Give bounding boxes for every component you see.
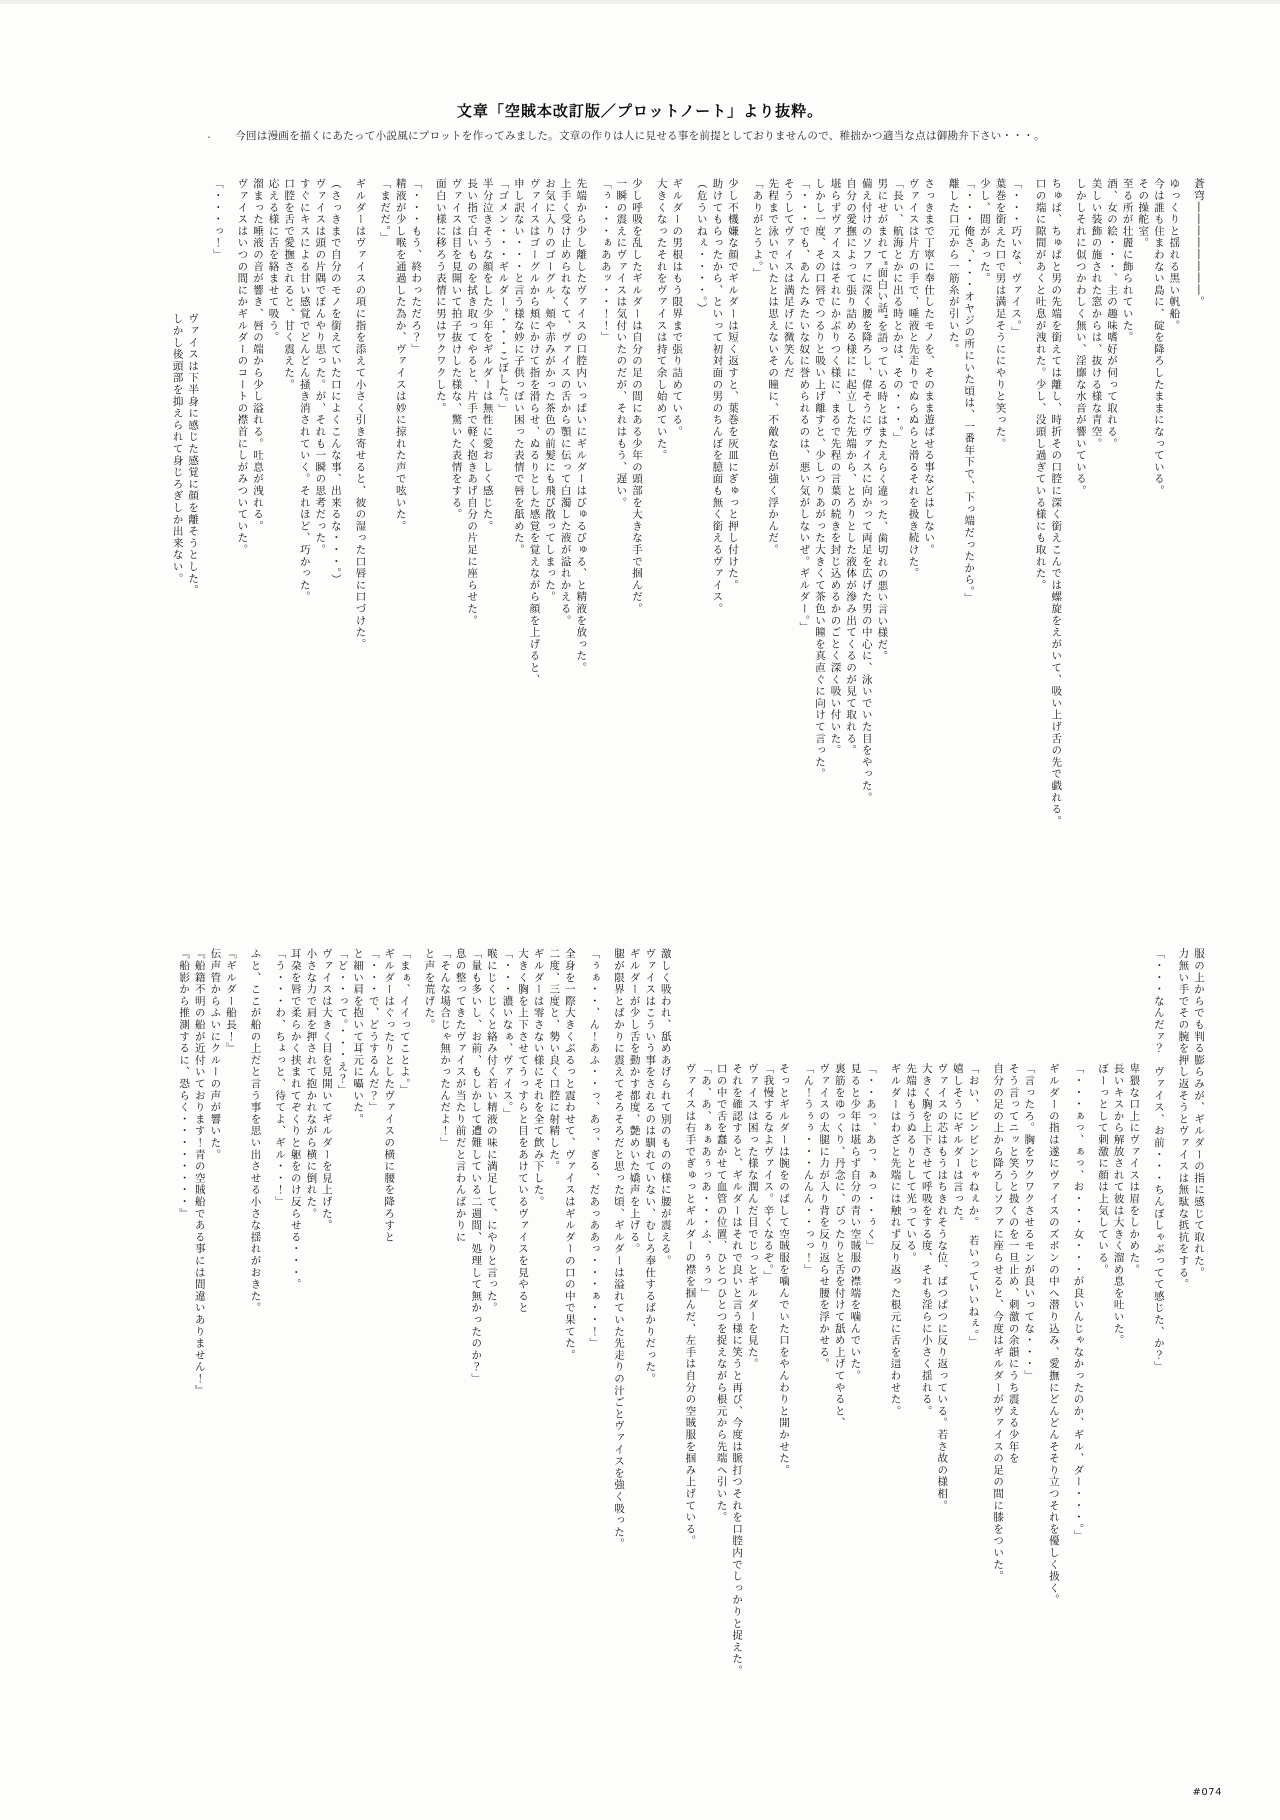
text-column: ヴァイスはこういう事をされるのは馴れていない、むしろ奉仕するばかりだった。 [644,948,657,1385]
text-column: 「・・・ぁっ、ぁっ、お・・・女・・・が良いんじゃなかったのか、ギル、ダー・・・。」 [1072,1063,1085,1542]
text-column: 大きく胸を上下させて呼吸をする度、それも淫らに小さく揺れる。 [920,1063,933,1417]
text-column: それを確認すると、ギルダーはそれで良いと言う様に笑うと再び、今度は脈打つそれを口腔内でしっかりと捉えた。 [731,1063,744,1677]
text-column: 「おい、ビンビンじゃねぇか。 若いっていいねぇ。」 [967,1063,980,1348]
text-column: お気に入りのゴーグル、頬や赤みがかった茶色の前髪にも飛び散ってしまった。 [544,178,557,603]
text-column: 「あ、あ、ぁぁあぅっあ・・・ふ、ぅぅっ」 [699,1063,712,1299]
text-column: 自分の足の上から降ろしソファに座らせると、今度はギルダーがヴァイスの足の間に膝をついた。 [992,1063,1005,1583]
text-column: 小さな力で肩を押されて抱かれながら横に倒れた。 [305,948,318,1220]
column-gap [263,948,272,1683]
text-column: 「・・・なんだァ？ ヴァイス、お前・・・ちんぼしゃぶってて感じた、か？」 [1152,948,1165,1373]
text-column: 伝声管からふいにクルーの声が響いた。 [209,948,222,1161]
text-column: 自分の愛撫によって張り詰める様にに起立した先端から、とろりとした液体が滲み出てくるのが見て取れる。 [845,178,858,757]
text-column: 大きく胸を上下させてうっすらと目をあけているヴァイスを見やると [517,948,530,1314]
text-column: その操舵室。 [1137,178,1150,249]
text-column: 「う・・・わ、ちょっと、待てよ、ギル・・！」 [274,948,287,1208]
text-column: 「言ったろ。胸をワクワクさせるモンが良いってな・・・」 [1023,1063,1036,1382]
text-column: 葉巻を銜えた口で男は満足そうににやりと笑った。 [994,178,1007,450]
column-gap [412,948,421,1683]
text-column: 見ると少年は堪らず自分の青い空賊服の襟端を噛んでいた。 [849,1063,862,1382]
text-column: しかし後頭部を抑えられて身じろぎしか出来ない。 [171,313,184,585]
text-column: 「・・・っ！」 [211,178,224,261]
text-column: 至る所が壮麗に飾られていた。 [1121,178,1134,344]
text-column: 今は誰も住まわない島に、碇を降ろしたままになっている。 [1152,178,1165,497]
column-gap [1085,948,1094,1683]
text-column: 半分泣きそうな顔をした少年をギルダーは無性に愛おしく感じた。 [481,178,494,532]
text-column: 息の整ってきたヴァイスが当たり前だと言わんばかりに [454,948,467,1243]
column-gap [577,948,586,1683]
column-gap [878,948,887,1683]
page-number: #074 [1192,1787,1222,1798]
text-column: 「まぁ、イイってことよ。」 [398,948,411,1097]
text-column: 「長い、航海とかに出る時とかは、その・・・。」 [891,178,904,445]
text-column: しかし一度、その口唇でつるりと吸い上げ離すと、少しつりあがった大きくて茶色い瞳を真直ぐに向けて言った。 [813,178,826,780]
column-gap [740,178,749,888]
text-column: ヴァイスは下半身に感じた感覚に顔を離そうとした。 [187,313,200,597]
story-text-block-bottom [71,948,1206,1683]
text-column: 口腔を舌で愛撫されると、甘く震えた。 [283,178,296,391]
text-column: ギルダーの男根はもう限界まで張り詰めている。 [671,178,684,438]
text-column: 溜まった唾液の音が響き、唇の端から少し溢れる。吐息が洩れる。 [251,178,264,532]
text-column: 「ぅ・・・ぁああッ・・！！」 [599,178,612,344]
text-column: 上手く受け止められなくて、ヴァイスの舌から顎に伝って白濁した液が溢れかえる。 [559,178,572,627]
text-column: そう言ってニッと笑うと扱くのを一旦止め、刺激の余韻にうち震える少年を [1007,1063,1020,1465]
column-gap [1061,948,1070,1683]
text-column: 二度、三度と、勢い良く口腔に射精した。 [548,948,561,1173]
text-column: 「・・・で、どうするんだ？」 [367,948,380,1114]
text-column: 精液が少し喉を通過した為か、ヴァイスは妙に掠れた声で呟いた。 [394,178,407,532]
text-column: 大きくなったそれをヴァイスは持て余し始めていた。 [655,178,668,462]
text-column: ヴァイスはいつの間にかギルダーのコートの襟首にしがみついていた。 [236,178,249,556]
column-gap [980,948,989,1683]
text-column: 堪らずヴァイスはそれにかぶりつく様に、まるで先程の言葉の続きを封じ込めるかのごとく深く吸い付いた。 [829,178,842,757]
text-column: 長い指で白いものを拭き取ってやると、片手で軽く抱きあげ自分の片足に座らせた。 [466,178,479,627]
text-column: 助けてもらったから、といって初対面の男のちんぼを臆面も無く銜えるヴァイス。 [711,178,724,615]
story-text-block-top [71,178,1206,888]
text-column: 腿が限界とばかりに震えてそろそろだと思った頃、ギルダーは溢れていた先走りの汁ごとヴァイスを強く吸った。 [613,948,625,1550]
text-column: さっきまで丁寧に奉仕したモノを、そのまま遊ばせる事などはしない。 [923,178,936,556]
text-column: 備え付けのソファに深く腰を降ろし、偉そうにヴァイスに向かって両足を広げた男の中心に、泳いでいた目をやった。 [860,178,873,804]
column-gap [1141,948,1150,1683]
text-column: ギルダーはヴァイスの項に指を添えて小さく引き寄せると、彼の湿った口唇に口づけた。 [354,178,367,650]
text-column: 離した口元から一筋糸が引いた。 [947,178,960,355]
column-gap [238,948,247,1683]
text-column: 長いキスから解放されて彼は大きく溜め息を吐いた。 [1112,1063,1125,1347]
text-column: 「・・・でも、あんたみたいな奴に誉められるのは、悪い気がしないぜ。ギルダー。」 [798,178,811,633]
text-column: 服の上からでも判る膨らみが、ギルダーの指に感じて取れた。 [1193,948,1205,1279]
text-column: ヴァイスは頭の片隅でぼんやり思った。が、それも一瞬の思考だった。 [314,178,327,556]
text-column: 卑猥な口上にヴァイスは眉をしかめた。 [1128,1063,1141,1276]
text-column: と声を荒げた。 [423,948,436,1031]
text-column: 申し訳ない・・・と言う様な妙に子供っぽい困った表情で唇を舐めた。 [512,178,525,556]
column-gap [1181,178,1190,888]
text-column: 先程まで泳いでいたとは思えないその瞳に、不敵な色が強く浮かんだ。 [767,178,780,556]
text-column: （さっきまで自分のモノを銜えていた口によくこんな事、出来るな・・・。） [329,178,342,586]
text-column: ギルダーは零さない様にそれを全て飲み下した。 [532,948,545,1208]
text-column: 「まだだ。」 [379,178,392,244]
text-column: ヴァイスは目を見開いて拍子抜けした様な、驚いた表情をする。 [450,178,463,521]
text-column: そうしてヴァイスは満足げに微笑んだ [782,178,795,379]
text-column: （危ういねぇ・・・・。） [695,178,708,315]
text-column: ギルダーはぐったりとしたヴァイスの横に腰を降ろすと [383,948,396,1243]
page-title: 文章「空賊本改訂版／プロットノート」より抜粋。 [456,102,824,120]
text-column: 蒼穹――――――――。 [1193,178,1205,308]
column-gap [1023,178,1032,888]
text-column: ゆっくりと揺れる黒い帆船。 [1168,178,1181,332]
text-column: ヴァイスはゴーグルから頬にかけて指を滑らせ、ぬるりとした感覚を覚えながら顔を上げると、 [528,178,541,686]
column-gap [1063,178,1072,888]
column-gap [936,178,945,888]
text-column: しかしそれに似つかわしく無い、淫靡な水音が響いている。 [1074,178,1087,497]
text-column: ギルダーが少し舌を動かす都度、艶めいた嬌声を上げる。 [628,948,641,1255]
text-column: 少し、間があった。 [978,178,991,285]
text-column: 美しい装飾の施された窓からは、抜ける様な青空。 [1090,178,1103,450]
text-column: ギルダーの指は遂にヴァイスのズボンの中へ潜り込み、愛撫にどんどんそそり立つそれを優しく扱く。 [1047,1063,1060,1606]
column-gap [673,948,682,1683]
text-column: ヴァイスは片方の手で、唾液と先走りでぬらぬらと滑るそれを扱き続けた。 [907,178,920,580]
text-column: 「・・・もう、終わっただろ？」 [410,178,423,355]
text-column: 先端はもうぬるりとして光っている。 [905,1063,918,1264]
text-column: 応える様に舌を絡ませて吸う。 [267,178,280,344]
column-gap [588,178,597,888]
text-column: 『船影から推測するに、恐らく・・・・・・・・』 [178,948,191,1220]
text-column: 「・・あっ、あっ、ぁっ・・ぅく」 [864,1063,877,1252]
column-gap [225,178,234,888]
text-column: と細い肩を抱いて耳元に囁いた。 [352,948,365,1125]
column-gap [368,178,377,888]
text-column: 「ど・・って。・・・え？」 [336,948,349,1097]
text-column: 男にせがまれて"面白い話"を語っている時とはまたえらく違った、歯切れの悪い言い様だ。 [876,178,889,663]
column-gap [423,178,432,888]
text-column: すぐにキスによる甘い感覚でどんどん掻き消されていく。それほど、巧かった。 [298,178,311,603]
text-column: 「ぅぁ・・、ん！あふ・・っ、あっ、ぎる、だあっああっ・・・ぁ・・！」 [588,948,601,1350]
text-column: 力無い手でその腕を押し返そうとヴァイスは無駄な抵抗をする。 [1177,948,1190,1291]
text-column: 「・・・巧いな、ヴァイス。」 [1010,178,1023,338]
column-gap [200,178,209,888]
column-gap [1166,948,1175,1683]
text-column: 「ゴメン・・・ギルダー。・・・こぼした。」 [497,178,510,416]
column-gap [343,178,352,888]
text-column: ヴァイスは大きく目を見開いてギルダーを見上げた。 [320,948,333,1232]
column-gap [601,948,610,1683]
text-column: 耳朶を唇で柔らかく挟まれてぞくりと躯をのけ反らせる・・・。 [289,948,302,1291]
text-column: ヴァイスの太腿に力が入り背を反り返らせ腰を浮かせる。 [818,1063,831,1370]
text-column: 『船籍不明の船が近付いております！青の空賊船である事には間違いありません！』 [193,948,206,1397]
text-column: ギルダーはわざと先端には触れず反り返った根元に舌を這わせた。 [889,1063,902,1417]
text-column: 口の端に隙間があくと吐息が洩れた。少し、没頭し過ぎている様にも取れた。 [1034,178,1047,591]
text-column: 酒、女の絵・・・、主の趣味嗜好が伺って取れる。 [1106,178,1119,450]
column-gap [1036,948,1045,1683]
scan-edge [0,0,1280,4]
text-column: そっとギルダーは腕をのばして空賊服を噛んでいた口をやんわりと開かせた。 [777,1063,790,1476]
text-column: 一瞬の震えにヴァイスは気付いたのだが、それはもう、遅い。 [615,178,628,509]
text-column: 少し呼吸を乱したギルダーは自分の足の間にある少年の頭部を大きな手で掴んだ。 [631,178,643,615]
text-column: ヴァイスは困った様な潤んだ目でじっとギルダーを見た。 [746,1063,759,1370]
column-gap [684,178,693,888]
text-column: 全身を一際大きくぶるっと震わせて、ヴァイスはギルダーの口の中で果てた。 [563,948,576,1361]
text-column: 少し不機嫌な顔でギルダーは短く返すと、葉巻を灰皿にぎゅっと押し付けた。 [726,178,739,591]
text-column: 「我慢するなよヴァイス。辛くなるぞ。」 [762,1063,775,1282]
text-column: 「そんな場合じゃ無かったんだよ！」 [439,948,452,1149]
text-column: ヴァイスは右手でぎゅっとギルダーの襟を掴んだ、左手は自分の空賊服を掴み上げている。 [684,1063,697,1547]
subtitle-bullet: ・ [205,133,213,142]
page-header [0,100,1280,143]
text-column: 先端から少し離したヴァイスの口腔内いっぱいにギルダーはびゅるびゅる、と精液を放った。 [575,178,588,674]
text-column: 「ん！うぅぅ・・・んんん・・っっ！」 [802,1063,815,1276]
text-column: 面白い様に移ろう表情に男はワクワクした。 [434,178,447,414]
text-column: 「ありがとうよ。」 [751,178,764,279]
text-column: 喉にじくじくと絡み付く若い精液の味に満足して、にやりと言った。 [485,948,498,1314]
text-column: 「量も多いし、お前、もしかして遭難している二週間、処理して無かったのか？」 [470,948,483,1385]
text-column: 嬉しそうにギルダーは言った。 [951,1063,964,1229]
column-gap [791,948,800,1683]
text-column: 「・・・濃いなぁ、ヴァイス。」 [501,948,514,1120]
page-subtitle: 今回は漫画を描くにあたって小説風にプロットを作ってみました。文章の作りは人に見せる事を前提としておりませんので、稚拙かつ適当な点は御勘弁下さい・・・。 [235,130,1045,142]
text-column: ぼーっとして刺激に顔は上気している。 [1097,1063,1110,1276]
text-column: 激しく吸われ、舐めあげられて別のものの様に腰が震える。 [659,948,672,1267]
text-column: ふと、ここが船の上だと言う事を思い出させる小さな揺れがおきた。 [249,948,262,1314]
text-column: 「・・・俺さ、・・・オヤジの所にいた頃は、一番年下で、下っ端だったから。」 [963,178,976,605]
column-gap [644,178,653,888]
text-column: 口の中で舌を蠢かせて血管の位置、ひとつひとつを捉えながら根元から先端へ引いた。 [715,1063,728,1524]
text-column: ちゅぱ、ちゅぱと男の先端を銜えては離し、時折その口腔に深く銜えこんでは螺旋をえがいて、吸い上げ舌の先で戯れる。 [1050,178,1063,827]
text-column: ヴァイスの芯はもうはちきれそうな位、ぱつぱつに反り返っている。若さ故の様相。 [936,1063,949,1512]
text-column: 『ギルダー船長！』 [224,948,237,1055]
text-column: 裏筋をゆっくり、丹念に、ぴったりと舌を付けて舐め上げてやると、 [833,1063,846,1429]
